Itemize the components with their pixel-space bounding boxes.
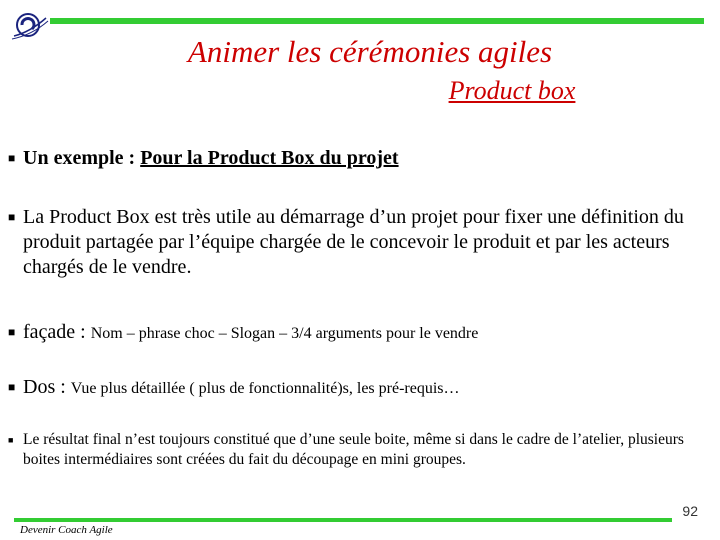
bullet-square-icon: ■ [8, 151, 16, 165]
bullet-example [8, 146, 399, 171]
bullet-intro [8, 205, 713, 280]
page-number: 92 [682, 503, 698, 519]
bullet-square-icon: ■ [8, 325, 16, 339]
bullet-square-icon: ■ [8, 210, 16, 224]
footer-course-name: Devenir Coach Agile [20, 524, 113, 536]
bullet-dos [8, 375, 460, 401]
bullet-square-icon: ■ [8, 435, 14, 445]
example-label: Un exemple : [23, 147, 141, 169]
intro-text: La Product Box est très utile au démarrage d’un projet pour fixer une définition du produit partagée par l’équipe chargée de le concevoir le produit et par les acteurs chargés de le vendre. [23, 206, 684, 278]
result-text: Le résultat final n’est toujours constitué que d’une seule boite, même si dans le cadre de l’atelier, plusieurs boites intermédiaires sont créées du fait du découpage en mini groupes. [23, 431, 684, 468]
bottom-accent-bar [14, 518, 672, 522]
bullet-square-icon: ■ [8, 380, 16, 394]
facade-label: façade : [23, 321, 91, 343]
slide-title: Animer les cérémonies agiles [187, 34, 553, 69]
top-accent-bar [50, 18, 704, 24]
slide-subtitle: Product box [448, 76, 576, 105]
bullet-facade [8, 320, 478, 346]
dos-detail: Vue plus détaillée ( plus de fonctionnalité)s, les pré-requis… [70, 380, 460, 397]
example-link[interactable]: Pour la Product Box du projet [140, 147, 399, 169]
dos-label: Dos : [23, 376, 71, 398]
facade-detail: Nom – phrase choc – Slogan – 3/4 arguments pour le vendre [90, 325, 479, 342]
bullet-result [8, 430, 713, 470]
